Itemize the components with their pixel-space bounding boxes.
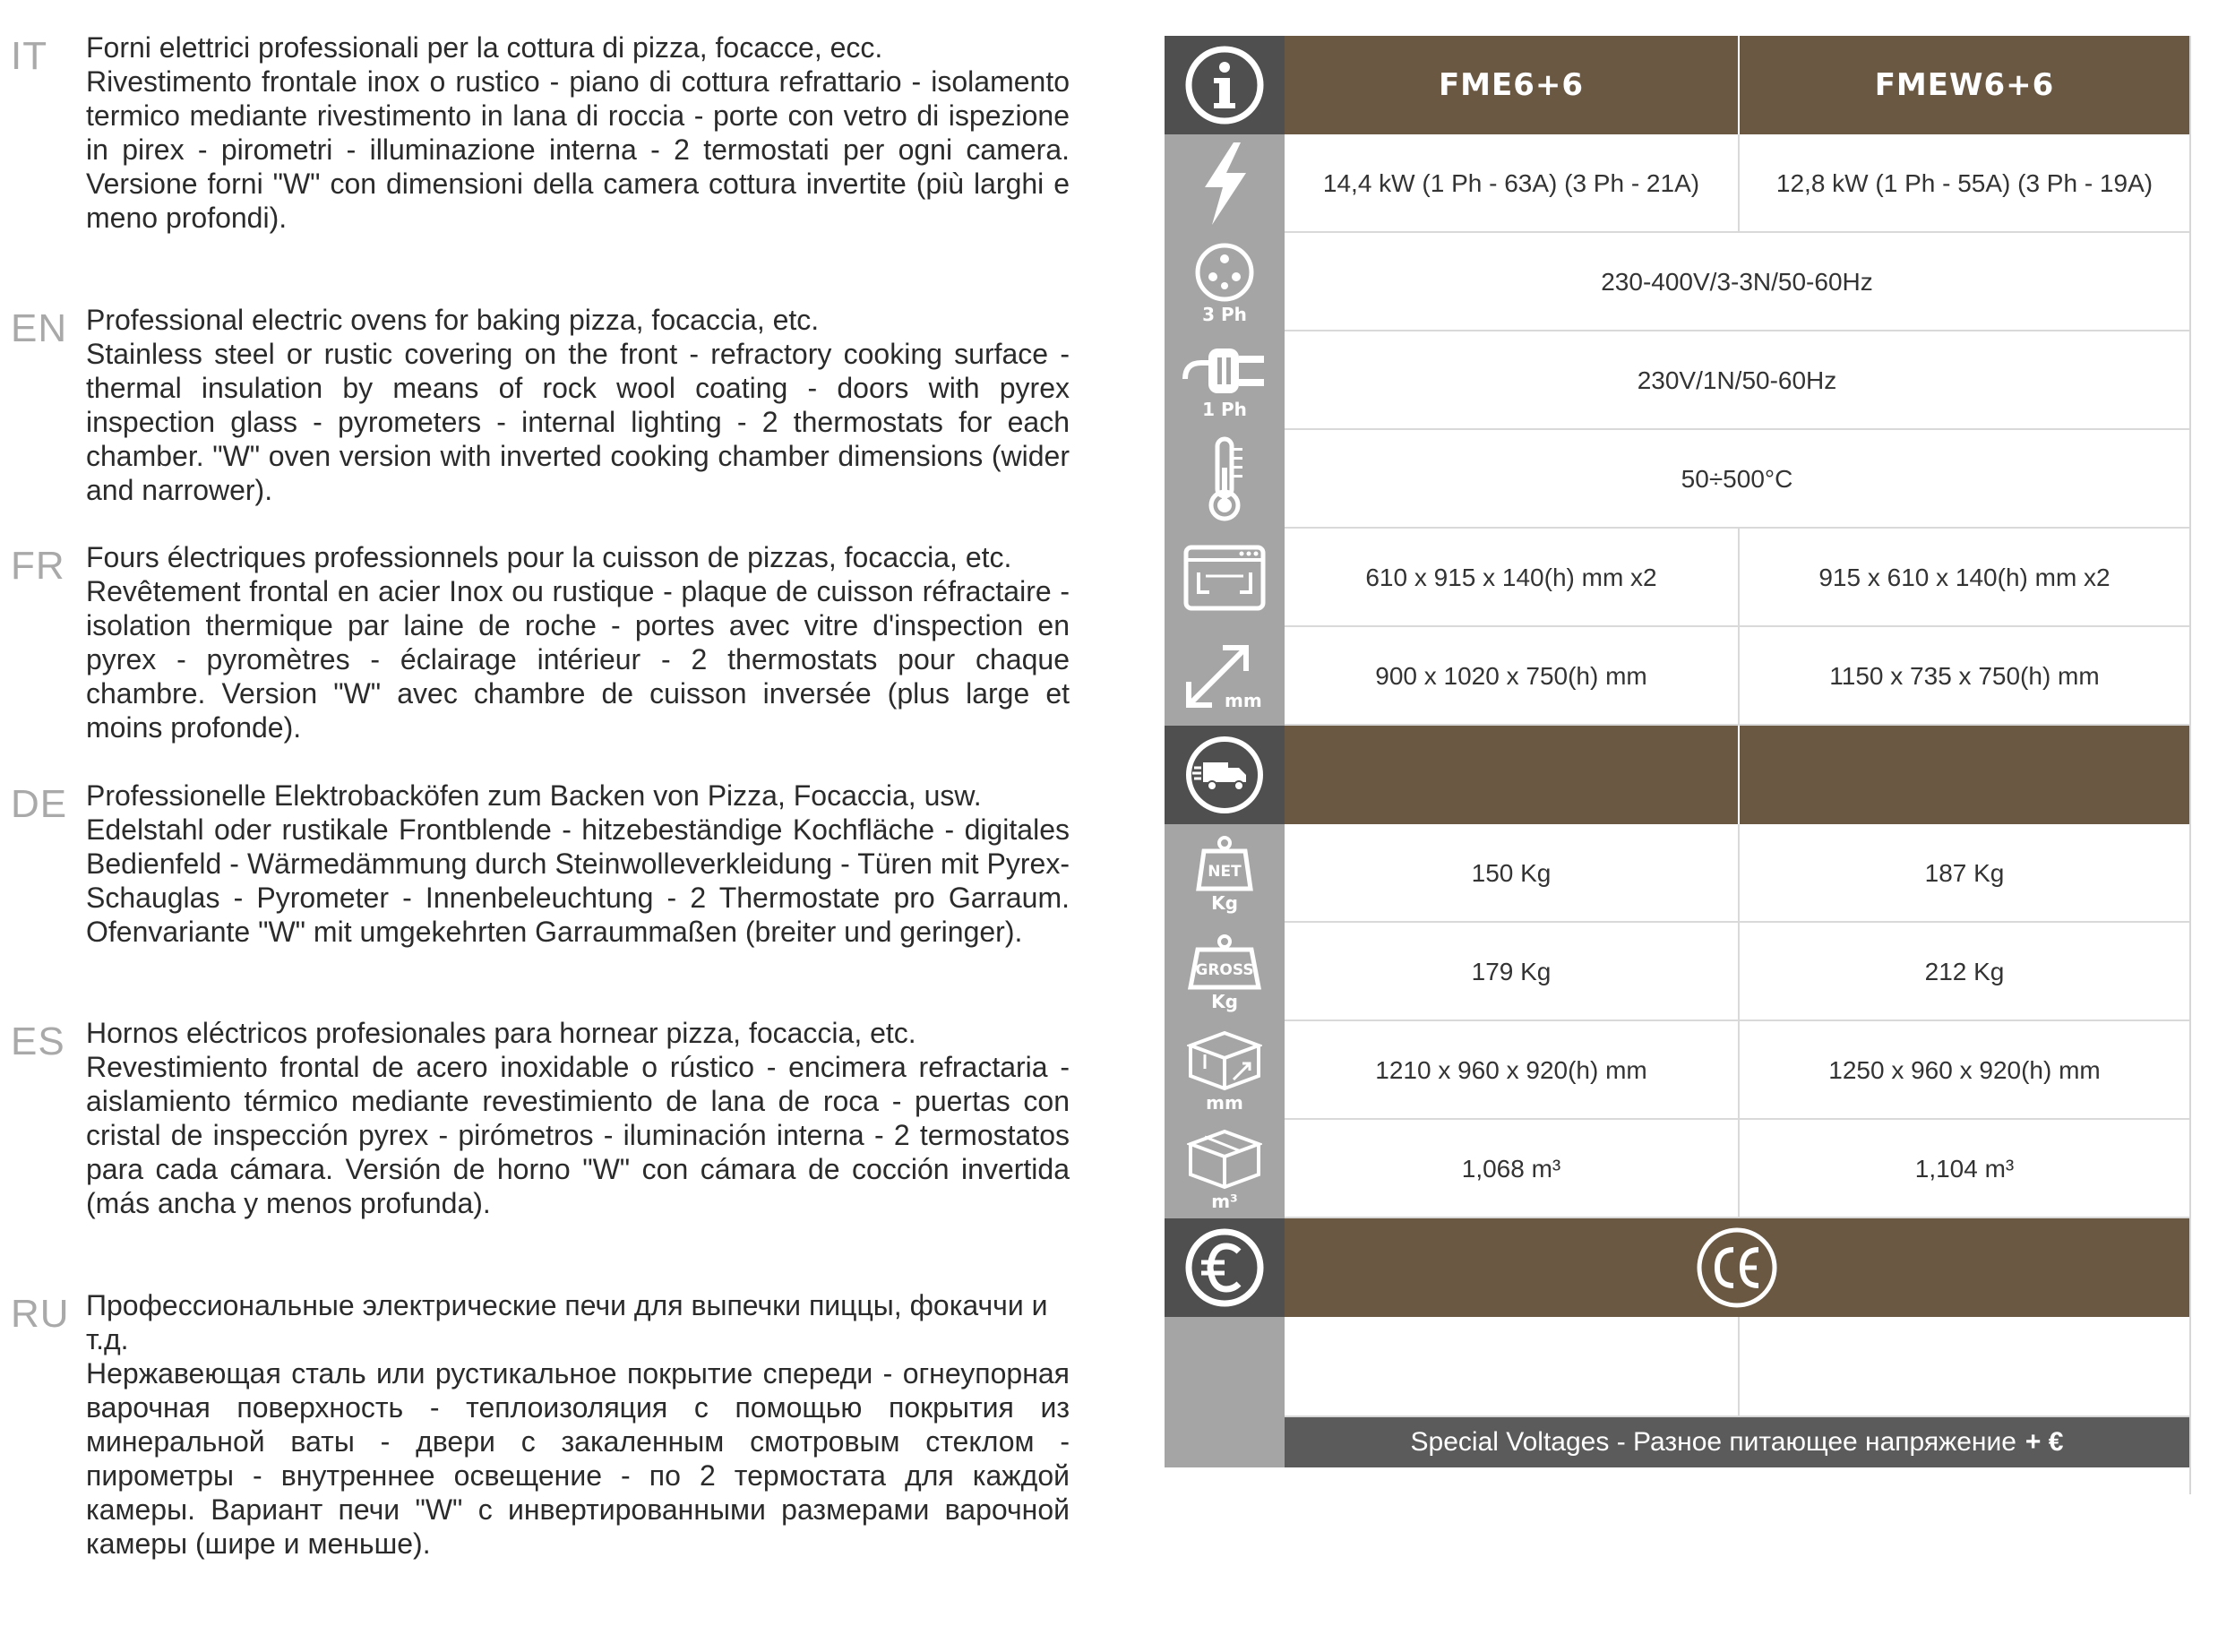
net-weight-row <box>1165 824 2189 923</box>
packing-dimensions-row <box>1165 1021 2189 1120</box>
shipping-header-cell-2 <box>1740 726 2189 824</box>
euro-icon <box>1183 1226 1266 1309</box>
volume-icon-cell <box>1165 1120 1285 1218</box>
lang-title-en: Professional electric ovens for baking pizza, focaccia, etc. <box>86 304 820 336</box>
info-cell <box>1165 36 1285 134</box>
voltage-1ph-row <box>1165 331 2189 430</box>
net-weight-value-2: 187 Kg <box>1924 859 2005 887</box>
price-value-2 <box>1740 1317 2189 1415</box>
net-weight-value-1: 150 Kg <box>1471 859 1552 887</box>
volume-value-2: 1,104 m³ <box>1914 1155 2015 1183</box>
temperature-value: 50÷500°C <box>1681 465 1793 493</box>
three-phase-plug-icon <box>1193 241 1256 304</box>
info-icon <box>1183 44 1266 126</box>
lang-title-de: Professionelle Elektrobacköfen zum Backen von Pizza, Focaccia, usw. <box>86 779 982 812</box>
lang-text-it <box>86 30 1070 235</box>
shipping-header-row <box>1165 726 2189 824</box>
price-icon-cell <box>1165 1317 1285 1417</box>
power-value-1: 14,4 kW (1 Ph - 63A) (3 Ph - 21A) <box>1322 169 1700 197</box>
package-volume-icon <box>1187 1128 1262 1191</box>
lang-code-en: EN <box>11 306 68 350</box>
power-row <box>1165 134 2189 233</box>
single-phase-plug-icon <box>1180 343 1269 399</box>
lang-body-es: Revestimiento frontal de acero inoxidable o rústico - encimera refractaria - aislamiento térmico mediante revestimiento de lana de roca - puertas con cristal de inspección pyrex - pirómetros - iluminación interna - 2 termostatos para cada cámara. Versión de horno "W" con cámara de cocción invertida (más ancha y menos profunda). <box>86 1051 1070 1219</box>
lang-code-es: ES <box>11 1020 65 1063</box>
packing-dimensions-value-2: 1250 x 960 x 920(h) mm <box>1828 1056 2101 1084</box>
lang-text-ru <box>86 1288 1070 1561</box>
ce-mark-icon <box>1694 1225 1780 1311</box>
lang-title-ru: Профессиональные электрические печи для выпечки пиццы, фокаччи и т.д. <box>86 1289 1048 1355</box>
external-dimensions-value-1: 900 x 1020 x 750(h) mm <box>1375 662 1647 690</box>
svg-text:NET: NET <box>1208 863 1242 881</box>
volume-m3-label: m³ <box>1211 1191 1238 1212</box>
shipping-icon-cell <box>1165 726 1285 824</box>
lang-title-fr: Fours électriques professionnels pour la cuisson de pizzas, focaccia, etc. <box>86 541 1012 573</box>
svg-text:GROSS: GROSS <box>1195 961 1254 979</box>
voltage-3ph-value: 230-400V/3-3N/50-60Hz <box>1601 268 1873 296</box>
three-phase-label: 3 Ph <box>1202 304 1247 325</box>
thermometer-icon <box>1199 435 1250 523</box>
packing-dimensions-value-1: 1210 x 960 x 920(h) mm <box>1375 1056 1647 1084</box>
special-voltages-text: Special Voltages - Разное питающее напряжение <box>1410 1427 2016 1457</box>
net-weight-icon <box>1193 835 1256 892</box>
single-phase-label: 1 Ph <box>1202 399 1247 420</box>
special-voltages-price: + € <box>2025 1427 2064 1457</box>
packing-icon-cell <box>1165 1021 1285 1120</box>
svg-text:mm: mm <box>1225 690 1262 711</box>
power-value-2: 12,8 kW (1 Ph - 55A) (3 Ph - 19A) <box>1775 169 2154 197</box>
gross-kg-label: Kg <box>1211 991 1238 1012</box>
price-value-1 <box>1285 1317 1738 1415</box>
temperature-row <box>1165 430 2189 529</box>
lang-title-es: Hornos eléctricos profesionales para hornear pizza, focaccia, etc. <box>86 1017 916 1049</box>
volume-value-1: 1,068 m³ <box>1461 1155 1561 1183</box>
spec-table <box>1165 36 2191 1494</box>
gross-weight-row <box>1165 923 2189 1021</box>
special-voltages-row <box>1165 1417 2189 1467</box>
price-header-row <box>1165 1218 2189 1317</box>
model-header-2: FMEW6+6 <box>1874 67 2055 103</box>
special-voltages-bar <box>1285 1417 2189 1467</box>
single-phase-icon-cell <box>1165 331 1285 430</box>
lang-text-fr <box>86 540 1070 744</box>
net-weight-icon-cell <box>1165 824 1285 923</box>
oven-chamber-icon <box>1182 544 1267 612</box>
table-header-row <box>1165 36 2189 134</box>
euro-icon-cell <box>1165 1218 1285 1317</box>
voltage-1ph-value: 230V/1N/50-60Hz <box>1637 366 1837 394</box>
net-kg-label: Kg <box>1211 892 1238 914</box>
delivery-truck-icon <box>1183 734 1266 816</box>
lang-code-fr: FR <box>11 544 65 588</box>
power-icon-cell <box>1165 134 1285 233</box>
package-dimensions-icon <box>1187 1029 1262 1092</box>
dimensions-arrow-icon <box>1182 641 1268 712</box>
footer-icon-cell <box>1165 1417 1285 1467</box>
external-dimensions-value-2: 1150 x 735 x 750(h) mm <box>1829 662 2100 690</box>
chamber-row <box>1165 529 2189 627</box>
lang-body-fr: Revêtement frontal en acier Inox ou rustique - plaque de cuisson réfractaire - isolation thermique par laine de roche - portes avec vitre d'inspection en pyrex - pyromètres - éclairage intérieur - 2 thermostats pour chaque chambre. Version "W" avec chambre de cuisson inversée (plus large et moins profonde). <box>86 575 1070 744</box>
lang-text-es <box>86 1016 1070 1220</box>
lang-body-en: Stainless steel or rustic covering on the front - refractory cooking surface - thermal insulation by means of rock wool coating - doors with pyrex inspection glass - pyrometers - internal lighting - 2 thermostats for each chamber. "W" oven version with inverted cooking chamber dimensions (wider and narrower). <box>86 338 1070 506</box>
lang-body-de: Edelstahl oder rustikale Frontblende - hitzebeständige Kochfläche - digitales Bedienfeld - Wärmedämmung durch Steinwolleverkleidung - Türen mit Pyrex-Schauglas - Pyrometer - Innenbeleuchtung - 2 Thermostate pro Garraum. Ofenvariante "W" mit umgekehrten Garraummaßen (breiter und geringer). <box>86 813 1070 948</box>
chamber-value-1: 610 x 915 x 140(h) mm x2 <box>1365 564 1657 591</box>
lightning-icon <box>1198 141 1251 227</box>
volume-row <box>1165 1120 2189 1218</box>
lang-code-ru: RU <box>11 1292 70 1336</box>
dimensions-icon-cell <box>1165 627 1285 726</box>
lang-title-it: Forni elettrici professionali per la cottura di pizza, focacce, ecc. <box>86 31 883 64</box>
shipping-header-cell-1 <box>1285 726 1738 824</box>
voltage-3ph-row <box>1165 233 2189 331</box>
lang-body-ru: Нержавеющая сталь или рустикальное покрытие спереди - огнеупорная варочная поверхность - теплоизоляция с помощью покрытия из минеральной ваты - двери с закаленным смотровым стеклом - пирометры - внутреннее освещение - по 2 термостата для каждой камеры. Вариант печи "W" с инвертированными размерами варочной камеры (шире и меньше). <box>86 1357 1070 1560</box>
three-phase-icon-cell <box>1165 233 1285 331</box>
temperature-icon-cell <box>1165 430 1285 529</box>
lang-code-de: DE <box>11 782 68 826</box>
gross-weight-icon <box>1185 934 1264 991</box>
lang-body-it: Rivestimento frontale inox o rustico - piano di cottura refrattario - isolamento termico mediante rivestimento in lana di roccia - porte con vetro di ispezione in pirex - pirometri - illuminazione interna - 2 termostati per ogni camera. Versione forni "W" con dimensioni della camera cottura invertite (più larghi e meno profondi). <box>86 65 1070 234</box>
gross-weight-icon-cell <box>1165 923 1285 1021</box>
packing-mm-label: mm <box>1206 1092 1243 1114</box>
lang-text-en <box>86 303 1070 507</box>
external-dimensions-row <box>1165 627 2189 726</box>
gross-weight-value-1: 179 Kg <box>1471 958 1552 985</box>
gross-weight-value-2: 212 Kg <box>1924 958 2005 985</box>
model-header-1: FME6+6 <box>1438 67 1585 103</box>
ce-mark-cell <box>1285 1218 2189 1317</box>
chamber-value-2: 915 x 610 x 140(h) mm x2 <box>1818 564 2111 591</box>
chamber-icon-cell <box>1165 529 1285 627</box>
lang-text-de <box>86 779 1070 949</box>
lang-code-it: IT <box>11 34 48 78</box>
price-row <box>1165 1317 2189 1417</box>
